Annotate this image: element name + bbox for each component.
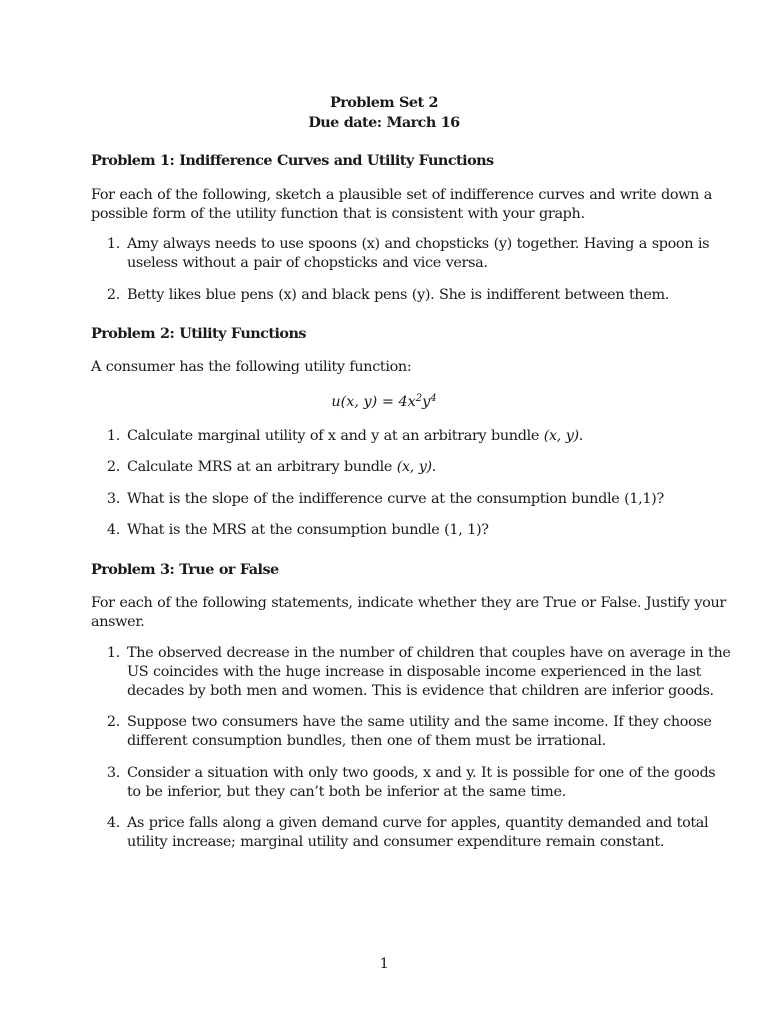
list-item-label: 1. <box>106 645 120 661</box>
item-text: What is the slope of the indifference curve at the consumption bundle (1,1)? <box>127 491 664 507</box>
problem-3-intro-line: answer. <box>91 614 145 630</box>
page-number: 1 <box>379 956 389 972</box>
math-bundle: (x, y) <box>396 459 432 475</box>
list-item-text: The observed decrease in the number of children that couples have on average in the <box>127 645 731 661</box>
list-item-text <box>127 458 436 478</box>
list-item-label: 1. <box>106 428 120 444</box>
list-item-text <box>127 427 583 447</box>
list-item-label: 2. <box>106 287 120 303</box>
list-item-text <box>127 521 489 541</box>
list-item-text: Suppose two consumers have the same utility and the same income. If they choose <box>127 714 712 730</box>
problem-1-heading: Problem 1: Indifference Curves and Utility Functions <box>91 152 494 169</box>
item-text: Calculate MRS at an arbitrary bundle <box>127 459 397 475</box>
equation-lhs: u(x, y) = 4x <box>331 394 416 410</box>
list-item-text: As price falls along a given demand curve for apples, quantity demanded and total <box>127 815 709 831</box>
list-item-label: 2. <box>106 714 120 730</box>
item-text: Calculate marginal utility of x and y at an arbitrary bundle <box>127 428 544 444</box>
list-item-text: US coincides with the huge increase in disposable income experienced in the last <box>127 664 702 680</box>
math-bundle: (1, 1) <box>444 522 482 538</box>
item-text: What is the MRS at the consumption bundle <box>127 522 445 538</box>
problem-3-intro-line: For each of the following statements, indicate whether they are True or False. Justify your <box>91 595 726 611</box>
problem-1-intro-line: possible form of the utility function that is consistent with your graph. <box>91 206 585 222</box>
list-item-text <box>127 490 664 510</box>
utility-equation <box>0 393 768 413</box>
problem-1-intro-line: For each of the following, sketch a plausible set of indifference curves and write down a <box>91 187 713 203</box>
math-bundle: (x, y) <box>543 428 579 444</box>
list-item-label: 2. <box>106 459 120 475</box>
list-item-text: Amy always needs to use spoons (x) and chopsticks (y) together. Having a spoon is <box>127 236 710 252</box>
equation-exponent-x: 2 <box>415 393 423 404</box>
list-item-text: to be inferior, but they can’t both be inferior at the same time. <box>127 784 566 800</box>
list-item-label: 1. <box>106 236 120 252</box>
item-punct: . <box>431 459 437 475</box>
item-punct: . <box>578 428 583 444</box>
list-item-text: useless without a pair of chopsticks and vice versa. <box>127 255 488 271</box>
problem-2-heading: Problem 2: Utility Functions <box>91 325 306 342</box>
list-item-text: different consumption bundles, then one of them must be irrational. <box>127 733 606 749</box>
equation-exponent-y: 4 <box>430 393 437 404</box>
list-item-label: 3. <box>106 491 120 507</box>
list-item-text: utility increase; marginal utility and consumer expenditure remain constant. <box>127 834 665 850</box>
list-item-text: Consider a situation with only two goods, x and y. It is possible for one of the goods <box>127 765 716 781</box>
list-item-label: 4. <box>106 815 120 831</box>
list-item-label: 3. <box>106 765 120 781</box>
problem-3-heading: Problem 3: True or False <box>91 561 279 578</box>
due-date: Due date: March 16 <box>308 114 460 131</box>
list-item-text: Betty likes blue pens (x) and black pens (y). She is indifferent between them. <box>127 287 670 303</box>
equation-y: y <box>422 394 431 410</box>
item-punct: ? <box>481 522 489 538</box>
problem-2-intro: A consumer has the following utility function: <box>91 359 412 375</box>
document-title: Problem Set 2 <box>330 94 438 111</box>
list-item-label: 4. <box>106 522 120 538</box>
list-item-text: decades by both men and women. This is evidence that children are inferior goods. <box>127 683 714 699</box>
